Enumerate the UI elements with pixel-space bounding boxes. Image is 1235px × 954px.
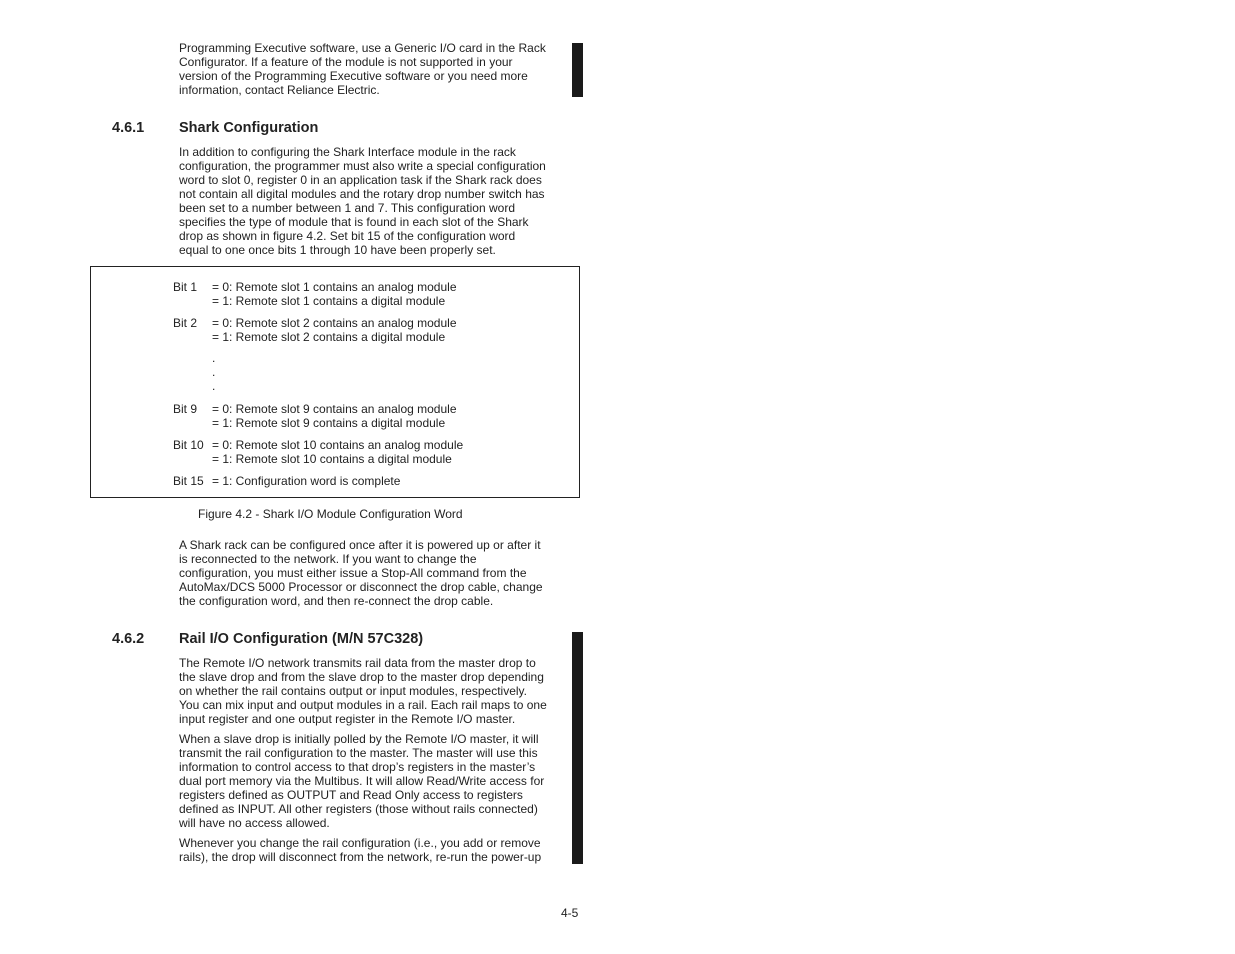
section-462-paragraph-3: Whenever you change the rail configuration (i.e., you add or remove rails), the drop will disconnect from the network, re-run the power-up	[179, 836, 542, 864]
change-bar-bottom	[572, 632, 583, 864]
section-461-number: 4.6.1	[112, 120, 145, 136]
section-462-paragraph-1: The Remote I/O network transmits rail data from the master drop to the slave drop and from the slave drop to the master drop depending on whether the rail contains output or input modules, respectively. You can mix input and output modules in a rail. Each rail maps to one input register and one output register in the Remote I/O master.	[179, 656, 547, 726]
bit-line: = 0: Remote slot 10 contains an analog module	[212, 438, 464, 452]
intro-paragraph: Programming Executive software, use a Generic I/O card in the Rack Configurator. If a feature of the module is not supported in your version of the Programming Executive software or you need more information, contact Reliance Electric.	[179, 41, 546, 97]
page-number: 4-5	[561, 906, 579, 920]
bit-line: = 0: Remote slot 2 contains an analog module	[212, 316, 457, 330]
section-462-number: 4.6.2	[112, 631, 145, 647]
bit-label: Bit 1	[173, 280, 198, 294]
bit-line: = 1: Configuration word is complete	[212, 474, 401, 488]
bit-line: = 0: Remote slot 1 contains an analog module	[212, 280, 457, 294]
figure-caption: Figure 4.2 - Shark I/O Module Configuration Word	[198, 507, 463, 521]
bit-line: = 1: Remote slot 2 contains a digital module	[212, 330, 446, 344]
bit-label: Bit 9	[173, 402, 198, 416]
after-figure-paragraph: A Shark rack can be configured once after it is powered up or after it is reconnected to the network. If you want to change the configuration, you must either issue a Stop-All command from the AutoMax/DCS 5000 Processor or disconnect the drop cable, change the configuration word, and then re-connect the drop cable.	[179, 538, 543, 608]
bit-label: Bit 15	[173, 474, 204, 488]
ellipsis-dot: .	[212, 365, 216, 379]
bit-line: = 1: Remote slot 10 contains a digital module	[212, 452, 452, 466]
ellipsis-dot: .	[212, 351, 216, 365]
bit-label: Bit 2	[173, 316, 198, 330]
bit-label: Bit 10	[173, 438, 204, 452]
section-461-paragraph: In addition to configuring the Shark Interface module in the rack configuration, the programmer must also write a special configuration word to slot 0, register 0 in an application task if the Shark rack does not contain all digital modules and the rotary drop number switch has been set to a number between 1 and 7. This configuration word specifies the type of module that is found in each slot of the Shark drop as shown in figure 4.2. Set bit 15 of the configuration word equal to one once bits 1 through 10 have been properly set.	[179, 145, 546, 257]
bit-line: = 1: Remote slot 9 contains a digital module	[212, 416, 446, 430]
section-462-paragraph-2: When a slave drop is initially polled by the Remote I/O master, it will transmit the rail configuration to the master. The master will use this information to control access to that drop’s registers in the master’s dual port memory via the Multibus. It will allow Read/Write access for registers defined as OUTPUT and Read Only access to registers defined as INPUT. All other registers (those without rails connected) will have no access allowed.	[179, 732, 545, 830]
bit-line: = 0: Remote slot 9 contains an analog module	[212, 402, 457, 416]
section-462-title: Rail I/O Configuration (M/N 57C328)	[179, 631, 424, 647]
bit-line: = 1: Remote slot 1 contains a digital module	[212, 294, 446, 308]
ellipsis-dot: .	[212, 379, 216, 393]
configuration-word-figure	[90, 266, 580, 498]
section-461-title: Shark Configuration	[179, 120, 319, 136]
change-bar-top	[572, 43, 583, 97]
